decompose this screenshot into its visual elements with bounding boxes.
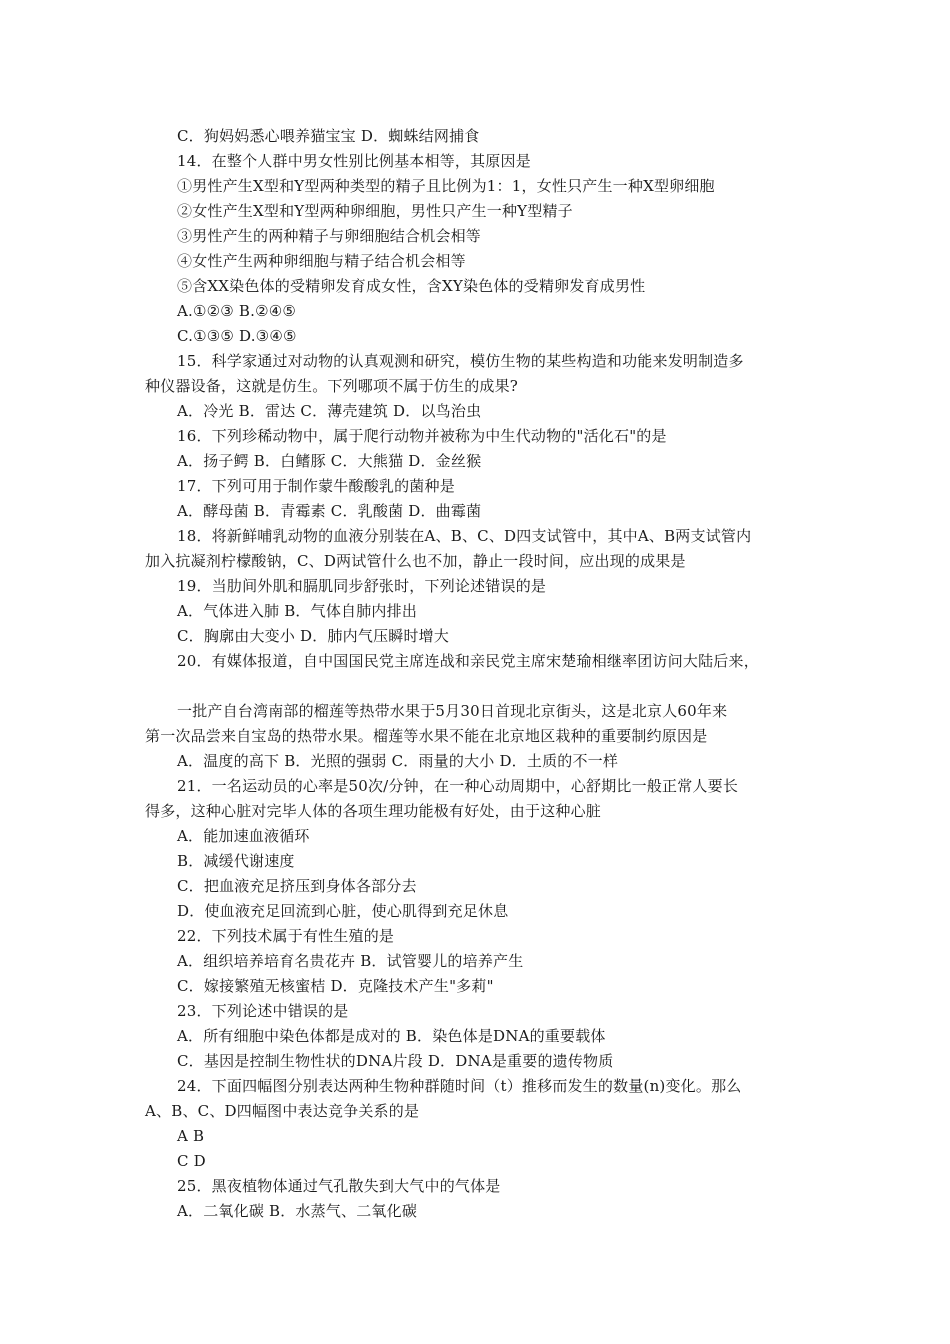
option-line-16: A．扬子鳄 B．白鳍豚 C．大熊猫 D．金丝猴 <box>177 452 482 470</box>
option-line-23ab: A．所有细胞中染色体都是成对的 B．染色体是DNA的重要载体 <box>177 1027 606 1045</box>
statement-3: ③男性产生的两种精子与卵细胞结合机会相等 <box>177 227 482 245</box>
option-21d: D．使血液充足回流到心脏，使心肌得到充足休息 <box>177 902 509 920</box>
statement-1: ①男性产生X型和Y型两种类型的精子且比例为1：1，女性只产生一种X型卵细胞 <box>177 177 715 195</box>
option-line-22cd: C．嫁接繁殖无核蜜桔 D．克隆技术产生"多莉" <box>177 977 494 995</box>
question-15-stem-cont: 种仪器设备，这就是仿生。下列哪项不属于仿生的成果? <box>145 377 519 395</box>
question-14-stem: 14．在整个人群中男女性别比例基本相等，其原因是 <box>177 152 531 170</box>
statement-5: ⑤含XX染色体的受精卵发育成女性，含XY染色体的受精卵发育成男性 <box>177 277 646 295</box>
option-line-19cd: C．胸廓由大变小 D．肺内气压瞬时增大 <box>177 627 450 645</box>
option-line-17: A．酵母菌 B．青霉素 C．乳酸菌 D．曲霉菌 <box>177 502 482 520</box>
option-line-13cd: C．狗妈妈悉心喂养猫宝宝 D．蜘蛛结网捕食 <box>177 127 480 145</box>
question-21-stem: 21．一名运动员的心率是50次/分钟，在一种心动周期中，心舒期比一般正常人要长 <box>177 777 739 795</box>
question-17-stem: 17．下列可用于制作蒙牛酸酸乳的菌种是 <box>177 477 455 495</box>
option-line-14ab: A.①②③ B.②④⑤ <box>177 302 297 320</box>
option-line-19ab: A．气体进入肺 B．气体自肺内排出 <box>177 602 418 620</box>
question-20-stem-cont2: 第一次品尝来自宝岛的热带水果。榴莲等水果不能在北京地区栽种的重要制约原因是 <box>145 727 708 745</box>
option-21a: A．能加速血液循环 <box>177 827 310 845</box>
question-25-stem: 25．黑夜植物体通过气孔散失到大气中的气体是 <box>177 1177 501 1195</box>
option-line-23cd: C．基因是控制生物性状的DNA片段 D．DNA是重要的遗传物质 <box>177 1052 614 1070</box>
question-20-stem-cont: 一批产自台湾南部的榴莲等热带水果于5月30日首现北京街头，这是北京人60年来 <box>177 702 728 720</box>
question-19-stem: 19．当肋间外肌和膈肌同步舒张时，下列论述错误的是 <box>177 577 547 595</box>
option-line-22ab: A．组织培养培育名贵花卉 B．试管婴儿的培养产生 <box>177 952 524 970</box>
question-24-stem: 24．下面四幅图分别表达两种生物种群随时间（t）推移而发生的数量(n)变化。那么 <box>177 1077 742 1095</box>
statement-2: ②女性产生X型和Y型两种卵细胞，男性只产生一种Y型精子 <box>177 202 573 220</box>
question-24-stem-cont: A、B、C、D四幅图中表达竞争关系的是 <box>145 1102 420 1120</box>
figure-labels-ab: A B <box>177 1127 205 1145</box>
statement-4: ④女性产生两种卵细胞与精子结合机会相等 <box>177 252 466 270</box>
option-line-14cd: C.①③⑤ D.③④⑤ <box>177 327 297 345</box>
question-20-stem: 20．有媒体报道，自中国国民党主席连战和亲民党主席宋楚瑜相继率团访问大陆后来， <box>177 652 759 670</box>
option-line-25ab: A．二氧化碳 B．水蒸气、二氧化碳 <box>177 1202 418 1220</box>
option-line-20: A．温度的高下 B．光照的强弱 C．雨量的大小 D．土质的不一样 <box>177 752 619 770</box>
figure-labels-cd: C D <box>177 1152 206 1170</box>
question-18-stem: 18．将新鲜哺乳动物的血液分别装在A、B、C、D四支试管中，其中A、B两支试管内 <box>177 527 752 545</box>
option-line-15: A．冷光 B．雷达 C．薄壳建筑 D．以鸟治虫 <box>177 402 482 420</box>
question-23-stem: 23．下列论述中错误的是 <box>177 1002 349 1020</box>
option-21c: C．把血液充足挤压到身体各部分去 <box>177 877 417 895</box>
question-22-stem: 22．下列技术属于有性生殖的是 <box>177 927 395 945</box>
option-21b: B．减缓代谢速度 <box>177 852 295 870</box>
question-18-stem-cont: 加入抗凝剂柠檬酸钠，C、D两试管什么也不加，静止一段时间，应出现的成果是 <box>145 552 686 570</box>
question-21-stem-cont: 得多，这种心脏对完毕人体的各项生理功能极有好处，由于这种心脏 <box>145 802 602 820</box>
question-15-stem: 15．科学家通过对动物的认真观测和研究，模仿生物的某些构造和功能来发明制造多 <box>177 352 744 370</box>
question-16-stem: 16．下列珍稀动物中，属于爬行动物并被称为中生代动物的"活化石"的是 <box>177 427 667 445</box>
